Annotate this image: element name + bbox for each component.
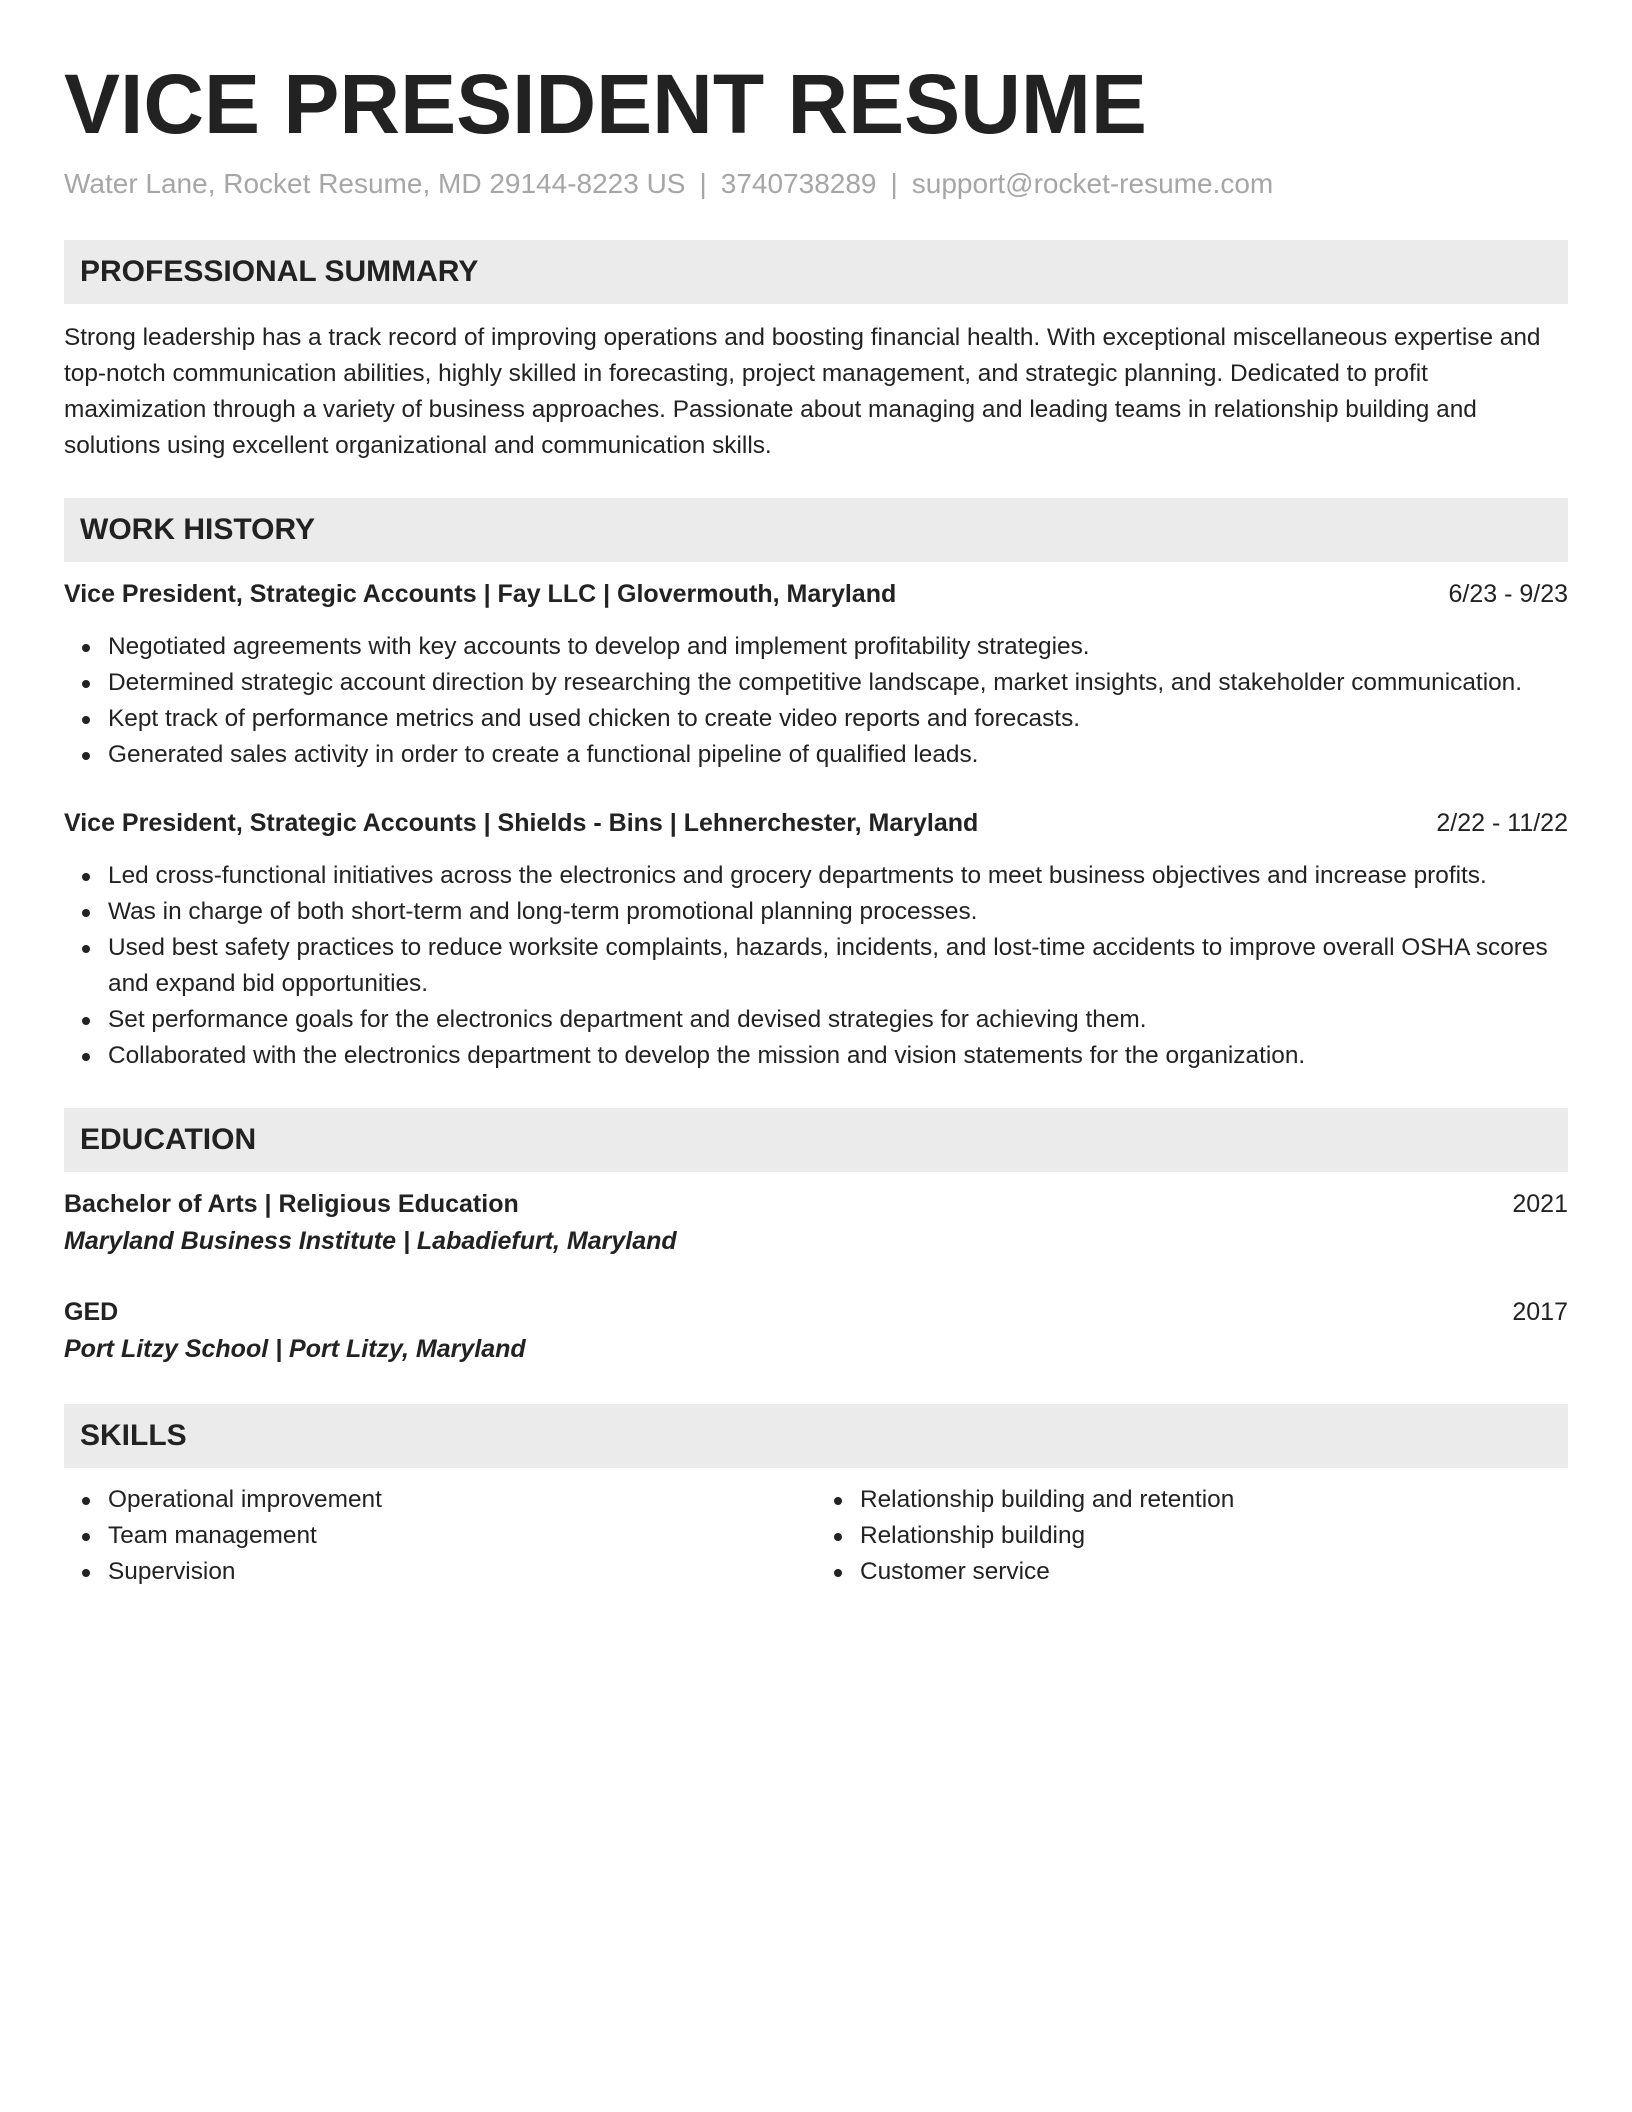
- contact-address: Water Lane, Rocket Resume, MD 29144-8223 US: [64, 168, 686, 199]
- work-history-section: [64, 498, 1568, 1074]
- job-header: [64, 805, 1568, 841]
- education-year: 2017: [1512, 1298, 1568, 1326]
- job-header: [64, 576, 1568, 612]
- section-heading-education: EDUCATION: [64, 1108, 1568, 1172]
- job-title: Vice President, Strategic Accounts | Fay LLC | Glovermouth, Maryland: [64, 580, 897, 608]
- skill-item: Operational improvement: [108, 1482, 816, 1518]
- contact-email: support@rocket-resume.com: [911, 168, 1274, 199]
- job-duty: Determined strategic account direction by researching the competitive landscape, market insights, and stakeholder communication.: [108, 665, 1568, 701]
- contact-separator: |: [890, 168, 898, 199]
- skill-item: Customer service: [860, 1554, 1568, 1590]
- job-entry: [64, 805, 1568, 1074]
- education-section: [64, 1108, 1568, 1368]
- contact-line: [64, 166, 1568, 202]
- skill-item: Relationship building: [860, 1518, 1568, 1554]
- summary-text: Strong leadership has a track record of improving operations and boosting financial health. With exceptional miscellaneous expertise and top-notch communication abilities, highly skilled in forecasting, project management, and strategic planning. Dedicated to profit maximization through a variety of business approaches. Passionate about managing and leading teams in relationship building and solutions using excellent organizational and communication skills.: [64, 324, 1541, 459]
- contact-separator: |: [699, 168, 707, 199]
- job-entry: [64, 576, 1568, 773]
- education-degree: GED: [64, 1298, 119, 1326]
- section-heading-summary: PROFESSIONAL SUMMARY: [64, 240, 1568, 304]
- skills-column-right: [816, 1482, 1568, 1590]
- job-duty: Generated sales activity in order to create a functional pipeline of qualified leads.: [108, 737, 1568, 773]
- skill-item: Supervision: [108, 1554, 816, 1590]
- skill-item: Team management: [108, 1518, 816, 1554]
- education-year: 2021: [1512, 1190, 1568, 1218]
- job-duty: Was in charge of both short-term and long-term promotional planning processes.: [108, 894, 1568, 930]
- skill-item: Relationship building and retention: [860, 1482, 1568, 1518]
- job-title: Vice President, Strategic Accounts | Shields - Bins | Lehnerchester, Maryland: [64, 809, 979, 837]
- contact-phone: 3740738289: [720, 168, 877, 199]
- education-school: Port Litzy School | Port Litzy, Maryland: [64, 1335, 526, 1363]
- education-entry: [64, 1294, 1568, 1368]
- job-dates: 2/22 - 11/22: [1436, 809, 1568, 837]
- job-duty: Kept track of performance metrics and used chicken to create video reports and forecasts.: [108, 701, 1568, 737]
- education-header: [64, 1294, 1568, 1330]
- education-header: [64, 1186, 1568, 1222]
- job-duty: Led cross-functional initiatives across the electronics and grocery departments to meet business objectives and increase profits.: [108, 858, 1568, 894]
- skills-column-left: [64, 1482, 816, 1590]
- section-heading-work-history: WORK HISTORY: [64, 498, 1568, 562]
- job-duties: [64, 629, 1568, 773]
- education-entry: [64, 1186, 1568, 1260]
- section-heading-skills: SKILLS: [64, 1404, 1568, 1468]
- education-degree: Bachelor of Arts | Religious Education: [64, 1190, 519, 1218]
- skills-grid: [64, 1482, 1568, 1590]
- job-duty: Collaborated with the electronics department to develop the mission and vision statements for the organization.: [108, 1038, 1568, 1074]
- skills-section: [64, 1404, 1568, 1590]
- resume-title: VICE PRESIDENT RESUME: [64, 57, 1147, 151]
- job-duty: Set performance goals for the electronics department and devised strategies for achieving them.: [108, 1002, 1568, 1038]
- education-school: Maryland Business Institute | Labadiefurt, Maryland: [64, 1227, 677, 1255]
- summary-section: [64, 240, 1568, 464]
- job-duties: [64, 858, 1568, 1074]
- job-dates: 6/23 - 9/23: [1448, 580, 1568, 608]
- job-duty: Negotiated agreements with key accounts to develop and implement profitability strategies.: [108, 629, 1568, 665]
- job-duty: Used best safety practices to reduce worksite complaints, hazards, incidents, and lost-time accidents to improve overall OSHA scores and expand bid opportunities.: [108, 930, 1568, 1002]
